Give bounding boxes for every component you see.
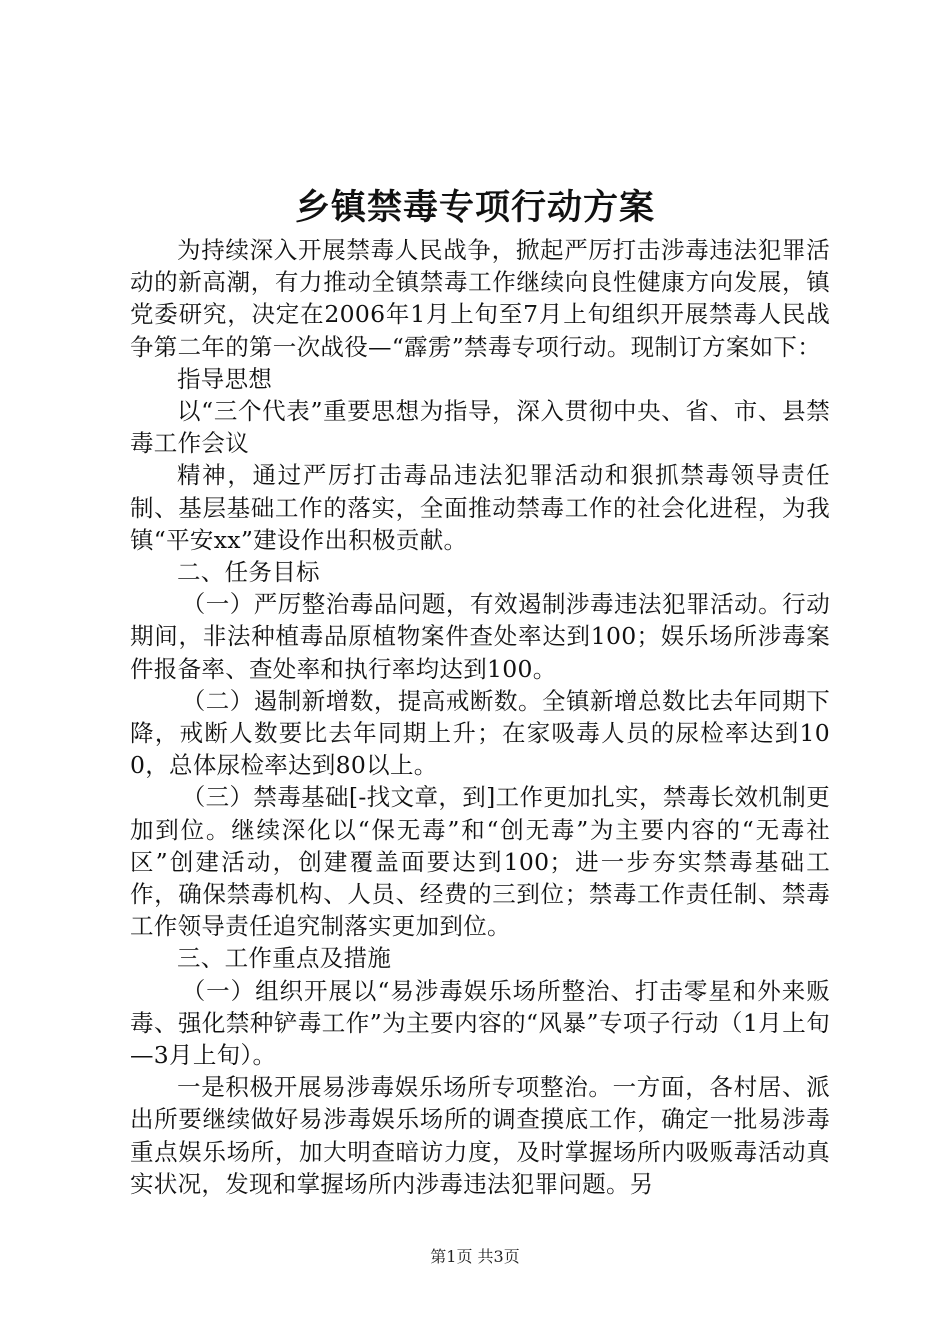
section-heading-guiding-thought: 指导思想 (177, 364, 273, 393)
paragraph-goal-1: （一）严厉整治毒品问题，有效遏制涉毒违法犯罪活动。行动期间，非法种植毒品原植物案件查处率达到100；娱乐场所涉毒案件报备率、查处率和执行率均达到100。 (130, 590, 830, 683)
document-body (130, 234, 830, 1200)
paragraph-spirit: 精神，通过严厉打击毒品违法犯罪活动和狠抓禁毒领导责任制、基层基础工作的落实，全面推动禁毒工作的社会化进程，为我镇“平安xx”建设作出积极贡献。 (130, 461, 830, 554)
section-heading-key-measures: 三、工作重点及措施 (177, 944, 392, 973)
paragraph-goal-3: （三）禁毒基础[-找文章，到]工作更加扎实，禁毒长效机制更加到位。继续深化以“保无毒”和“创无毒”为主要内容的“无毒社区”创建活动，创建覆盖面要达到100；进一步夯实禁毒基础工作，确保禁毒机构、人员、经费的三到位；禁毒工作责任制、禁毒工作领导责任追究制落实更加到位。 (130, 783, 830, 941)
paragraph-goal-2: （二）遏制新增数，提高戒断数。全镇新增总数比去年同期下降，戒断人数要比去年同期上升；在家吸毒人员的尿检率达到100，总体尿检率达到80以上。 (130, 686, 830, 780)
paragraph-measure-1-detail: 一是积极开展易涉毒娱乐场所专项整治。一方面，各村居、派出所要继续做好易涉毒娱乐场所的调查摸底工作，确定一批易涉毒重点娱乐场所，加大明查暗访力度，及时掌握场所内吸贩毒活动真实状况，发现和掌握场所内涉毒违法犯罪问题。另 (130, 1073, 830, 1198)
section-heading-task-goals: 二、任务目标 (177, 558, 320, 587)
paragraph-intro: 为持续深入开展禁毒人民战争，掀起严厉打击涉毒违法犯罪活动的新高潮，有力推动全镇禁毒工作继续向良性健康方向发展，镇党委研究，决定在2006年1月上旬至7月上旬组织开展禁毒人民战争第二年的第一次战役—“霹雳”禁毒专项行动。现制订方案如下： (130, 236, 830, 361)
document-title: 乡镇禁毒专项行动方案 (294, 188, 655, 228)
paragraph-measure-1: （一）组织开展以“易涉毒娱乐场所整治、打击零星和外来贩毒、强化禁种铲毒工作”为主要内容的“风暴”专项子行动（1月上旬—3月上旬）。 (130, 976, 830, 1070)
paragraph-guiding-thought: 以“三个代表”重要思想为指导，深入贯彻中央、省、市、县禁毒工作会议 (130, 397, 830, 458)
page-footer: 第1页 共3页 (430, 1247, 520, 1266)
